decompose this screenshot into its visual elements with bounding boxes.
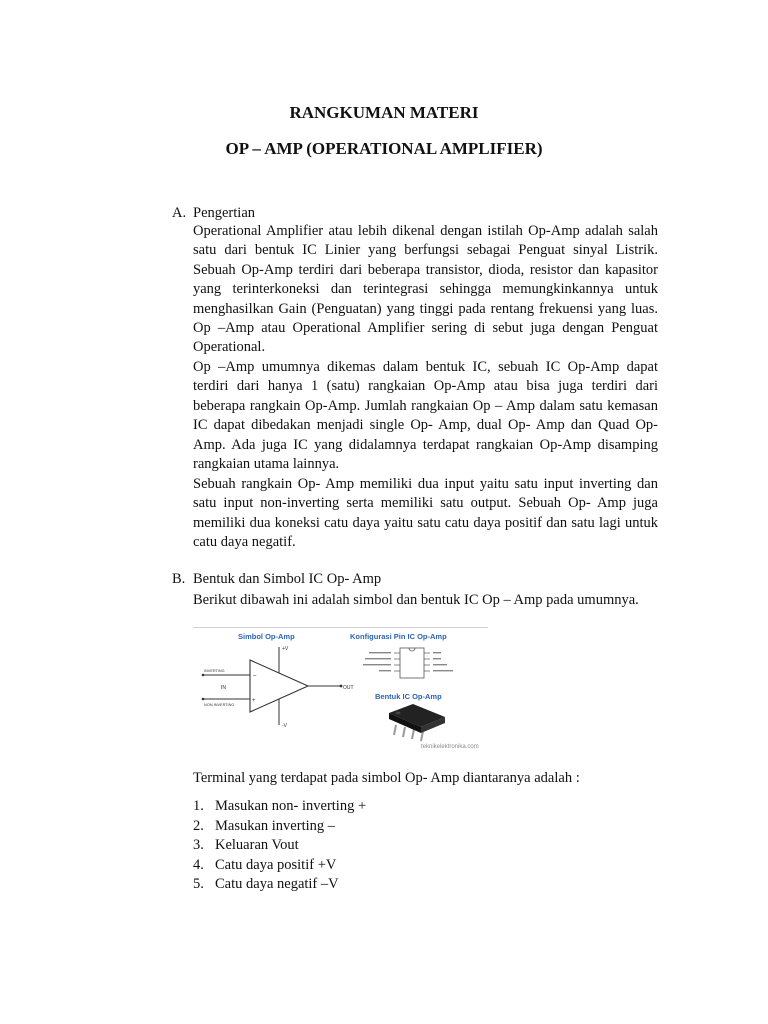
document-title: RANGKUMAN MATERI xyxy=(289,103,479,122)
out-label: OUT xyxy=(343,685,354,691)
section-b-title: Bentuk dan Simbol IC Op- Amp xyxy=(193,571,382,587)
in-label: IN xyxy=(221,685,226,691)
terminal-intro: Terminal yang terdapat pada simbol Op- Amp diantaranya adalah : xyxy=(193,770,580,786)
symbol-title: Simbol Op-Amp xyxy=(238,632,295,641)
list-item: 3. Keluaran Vout xyxy=(193,837,299,853)
section-a-label: A. xyxy=(172,205,187,221)
vminus-label: -V xyxy=(282,723,287,729)
section-a-heading xyxy=(172,205,255,222)
plus-sign: + xyxy=(252,698,256,704)
watermark: teknikelektronika.com xyxy=(421,744,479,750)
vplus-label: +V xyxy=(282,646,289,652)
section-b-heading xyxy=(172,571,381,588)
list-item: 5. Catu daya negatif –V xyxy=(193,876,339,892)
section-a-paragraph-3: Sebuah rangkain Op- Amp memiliki dua input yaitu satu input inverting dan satu input non-inverting serta memiliki satu output. Sebuah Op- Amp juga memiliki dua koneksi catu daya yaitu satu catu daya positif dan satu lagi untuk catu daya negatif. xyxy=(193,476,658,551)
section-a-paragraph-2: Op –Amp umumnya dikemas dalam bentuk IC, sebuah IC Op-Amp dapat terdiri dari hanya 1 (satu) rangkaian Op-Amp atau bisa juga terdiri dari beberapa rangkain Op-Amp. Jumlah rangkaian Op – Amp dalam satu kemasan IC dapat dibedakan menjadi single Op- Amp, dual Op- Amp dan Quad Op- Amp. Ada juga IC yang didalamnya terdapat rangkaian Op-Amp disamping rangkaian utama lainnya. xyxy=(193,359,658,473)
terminal-list xyxy=(193,797,366,895)
inverting-label: INVERTING xyxy=(204,669,225,673)
list-item: 1. Masukan non- inverting + xyxy=(193,798,367,814)
section-a-paragraph-1: Operational Amplifier atau lebih dikenal dengan istilah Op-Amp adalah salah satu dari bentuk IC Linier yang berfungsi sebagai Penguat sinyal Listrik. Sebuah Op-Amp terdiri dari beberapa transistor, dioda, resistor dan kapasitor yang terinterkoneksi dan terintegrasi sehingga memungkinkannya untuk menghasilkan Gain (Penguatan) yang tinggi pada rentang frekuensi yang luas. Op –Amp atau Operational Amplifier sering di sebut juga dengan Penguat Operational. xyxy=(193,223,658,356)
opamp-symbol xyxy=(202,646,354,729)
section-a-title: Pengertian xyxy=(193,205,256,221)
package-title: Bentuk IC Op-Amp xyxy=(375,692,442,701)
document-subtitle: OP – AMP (OPERATIONAL AMPLIFIER) xyxy=(225,139,543,158)
section-b-intro: Berikut dibawah ini adalah simbol dan bentuk IC Op – Amp pada umumnya. xyxy=(193,592,639,608)
list-item: 4. Catu daya positif +V xyxy=(193,856,337,873)
minus-sign: – xyxy=(253,673,257,679)
section-b-label: B. xyxy=(172,571,186,587)
ic-package-illustration xyxy=(389,704,445,741)
pin-config-diagram xyxy=(363,648,453,678)
noninverting-label: NON-INVERTING xyxy=(204,703,235,707)
opamp-figure xyxy=(193,627,488,752)
list-item: 2. Masukan inverting – xyxy=(193,817,336,834)
pin-config-title: Konfigurasi Pin IC Op-Amp xyxy=(350,632,447,641)
